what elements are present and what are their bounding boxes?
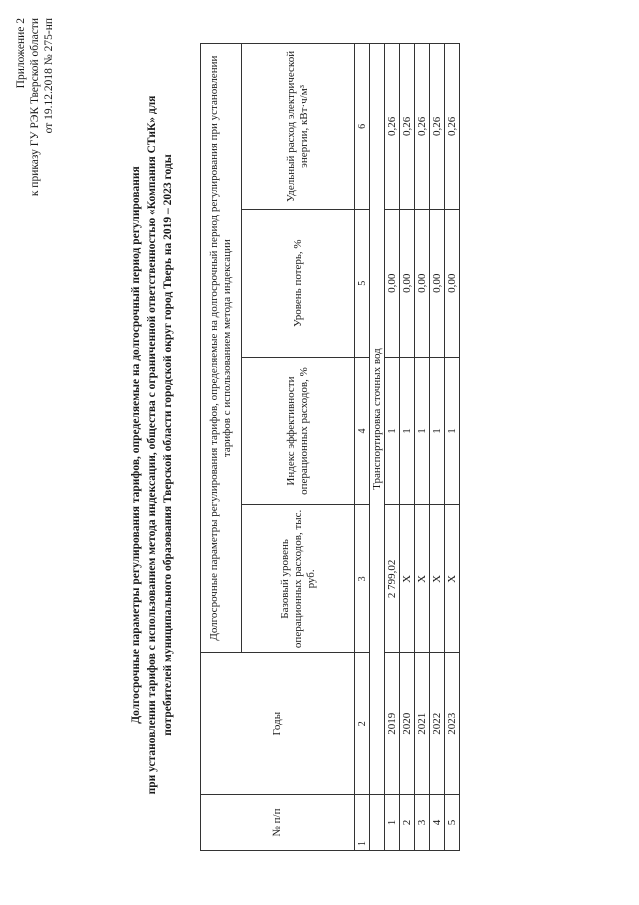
row-number: 3 xyxy=(415,795,430,851)
header-group: Долгосрочные параметры регулирования тарифов, определяемые на долгосрочный период регулирования при установлении тарифов с использованием метода индексации xyxy=(201,44,242,653)
col-number-2: 2 xyxy=(355,653,370,795)
row-energy: 0,26 xyxy=(385,44,400,210)
row-loss-level: 0,00 xyxy=(445,209,460,357)
table-row xyxy=(430,44,445,851)
row-loss-level: 0,00 xyxy=(415,209,430,357)
row-efficiency-index: 1 xyxy=(385,357,400,505)
row-energy: 0,26 xyxy=(445,44,460,210)
col-number-5: 5 xyxy=(355,209,370,357)
row-base-opex: X xyxy=(445,505,460,653)
title-line-1: Долгосрочные параметры регулирования тарифов, определяемые на долгосрочный период регулирования xyxy=(130,166,142,724)
row-number: 4 xyxy=(430,795,445,851)
header-loss-level: Уровень потерь, % xyxy=(242,209,355,357)
header-number: № п/п xyxy=(201,795,355,851)
header-efficiency-index: Индекс эффективности операционных расходов, % xyxy=(242,357,355,505)
row-number: 5 xyxy=(445,795,460,851)
appendix-block xyxy=(14,18,56,196)
row-efficiency-index: 1 xyxy=(400,357,415,505)
row-base-opex: 2 799,02 xyxy=(385,505,400,653)
row-efficiency-index: 1 xyxy=(445,357,460,505)
row-base-opex: X xyxy=(415,505,430,653)
row-year: 2023 xyxy=(445,653,460,795)
parameters-table xyxy=(200,43,460,851)
row-loss-level: 0,00 xyxy=(400,209,415,357)
header-base-opex: Базовый уровень операционных расходов, тыс. руб. xyxy=(242,505,355,653)
section-header: Транспортировка сточных вод xyxy=(370,44,385,795)
row-base-opex: X xyxy=(400,505,415,653)
col-number-3: 3 xyxy=(355,505,370,653)
title-line-2: при установлении тарифов с использованием метода индексации, общества с ограниченной ответственностью «Компания СТиК» для xyxy=(146,95,158,795)
row-base-opex: X xyxy=(430,505,445,653)
table-row xyxy=(415,44,430,851)
col-number-4: 4 xyxy=(355,357,370,505)
row-energy: 0,26 xyxy=(400,44,415,210)
table-row xyxy=(445,44,460,851)
header-years: Годы xyxy=(201,653,355,795)
document-title xyxy=(128,65,176,825)
row-number: 2 xyxy=(400,795,415,851)
row-year: 2020 xyxy=(400,653,415,795)
row-year: 2021 xyxy=(415,653,430,795)
col-number-1: 1 xyxy=(355,795,370,851)
row-energy: 0,26 xyxy=(430,44,445,210)
row-loss-level: 0,00 xyxy=(430,209,445,357)
appendix-line-1: Приложение 2 xyxy=(15,18,27,89)
table-row xyxy=(400,44,415,851)
row-loss-level: 0,00 xyxy=(385,209,400,357)
header-energy-consumption: Удельный расход электрической энергии, кВт·ч/м³ xyxy=(242,44,355,210)
row-number: 1 xyxy=(385,795,400,851)
appendix-line-2: к приказу ГУ РЭК Тверской области xyxy=(29,18,41,197)
row-year: 2019 xyxy=(385,653,400,795)
row-year: 2022 xyxy=(430,653,445,795)
table-row xyxy=(385,44,400,851)
col-number-6: 6 xyxy=(355,44,370,210)
title-line-3: потребителей муниципального образования Тверской области городской округ город Тверь на 2019 – 2023 годы xyxy=(162,154,174,736)
row-energy: 0,26 xyxy=(415,44,430,210)
row-efficiency-index: 1 xyxy=(415,357,430,505)
row-efficiency-index: 1 xyxy=(430,357,445,505)
appendix-line-3: от 19.12.2018 № 275-нп xyxy=(43,18,55,134)
